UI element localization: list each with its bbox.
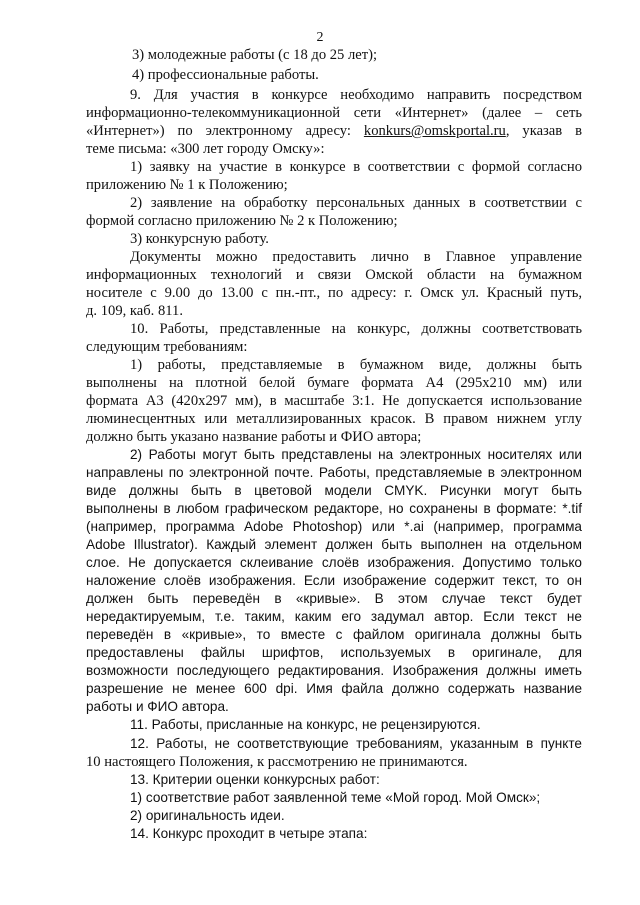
text-line: разрешение не менее 600 dpi. Имя файла должно содержать название: [86, 681, 582, 696]
text-line: 10 настоящего Положения, к рассмотрению не принимаются.: [86, 754, 468, 770]
text-line: Adobe Illustrator). Каждый элемент должен быть выполнен на отдельном: [86, 537, 582, 552]
text-line: 13. Критерии оценки конкурсных работ:: [130, 772, 380, 787]
text-line: люминесцентных или металлизированных красок. В правом нижнем углу: [86, 411, 582, 427]
text-line: 1) соответствие работ заявленной теме «Мой город. Мой Омск»;: [130, 790, 541, 805]
text-line: выполнены на плотной белой бумаге формата А4 (295х210 мм) или: [86, 375, 582, 391]
text-line: д. 109, каб. 811.: [86, 303, 183, 319]
text-line: носителе с 9.00 до 13.00 с пн.-пт., по адресу: г. Омск ул. Красный путь,: [86, 285, 582, 301]
text-line: 3) конкурсную работу.: [130, 231, 269, 247]
text-line: 10. Работы, представленные на конкурс, должны соответствовать: [130, 321, 582, 337]
text-line: 2) заявление на обработку персональных данных в соответствии с: [130, 195, 582, 211]
text-fragment: «Интернет») по электронному адресу:: [86, 123, 364, 139]
text-line: 3) молодежные работы (с 18 до 25 лет);: [132, 47, 378, 63]
text-line: 9. Для участия в конкурсе необходимо направить посредством: [130, 87, 582, 103]
text-line: 12. Работы, не соответствующие требованиям, указанным в пункте: [130, 736, 582, 751]
text-line: переведён в «кривые», то вместе с файлом оригинала должны быть: [86, 627, 582, 642]
text-line: [86, 122, 582, 140]
text-line: теме письма: «300 лет городу Омску»:: [86, 141, 325, 157]
text-line: выполнены в любом графическом редакторе, но сохранены в формате: *.tif: [86, 501, 582, 516]
text-line: формата А3 (420х297 мм), в масштабе 3:1. Не допускается использование: [86, 393, 582, 409]
text-line: направлены по электронной почте. Работы, представляемые в электронном: [86, 465, 582, 480]
text-line: виде должны быть в цветовой модели CMYK. Рисунки могут быть: [86, 483, 582, 498]
text-line: приложению № 1 к Положению;: [86, 177, 288, 193]
text-line: работы и ФИО автора.: [86, 699, 229, 714]
text-line: 2) оригинальность идеи.: [130, 808, 285, 823]
text-line: предоставлены файлы шрифтов, используемых в оригинале, для: [86, 645, 582, 660]
text-line: 1) заявку на участие в конкурсе в соответствии с формой согласно: [130, 159, 582, 175]
text-line: нередактируемым, т.е. таким, каким его задумал автор. Если текст не: [86, 609, 582, 624]
text-line: формой согласно приложению № 2 к Положению;: [86, 213, 398, 229]
text-line: Документы можно предоставить лично в Главное управление: [130, 249, 582, 265]
text-line: должно быть указано название работы и ФИО автора;: [86, 429, 422, 445]
text-line: 11. Работы, присланные на конкурс, не рецензируются.: [130, 717, 481, 732]
text-line: 2) Работы могут быть представлены на электронных носителях или: [130, 447, 582, 462]
text-line: следующим требованиям:: [86, 339, 248, 355]
text-line: возможности последующего редактирования. Изображения должны иметь: [86, 663, 582, 678]
text-line: 14. Конкурс проходит в четыре этапа:: [130, 826, 368, 841]
text-line: 4) профессиональные работы.: [132, 67, 319, 83]
text-line: (например, программа Adobe Photoshop) или *.ai (например, программа: [86, 519, 582, 534]
text-line: должен быть переведён в «кривые». В этом случае текст будет: [86, 591, 582, 606]
page-number: 2: [316, 30, 324, 45]
text-line: 1) работы, представляемые в бумажном виде, должны быть: [130, 357, 582, 373]
email-link[interactable]: konkurs@omskportal.ru: [363, 123, 506, 139]
text-line: информационных технологий и связи Омской области на бумажном: [86, 267, 582, 283]
text-line: слое. Не допускается склеивание слоёв изображения. Допустимо только: [86, 555, 582, 570]
text-line: наложение слоёв изображения. Если изображение содержит текст, то он: [86, 573, 582, 588]
text-line: информационно-телекоммуникационной сети «Интернет» (далее – сеть: [86, 105, 582, 121]
text-fragment: , указав в: [505, 123, 582, 139]
